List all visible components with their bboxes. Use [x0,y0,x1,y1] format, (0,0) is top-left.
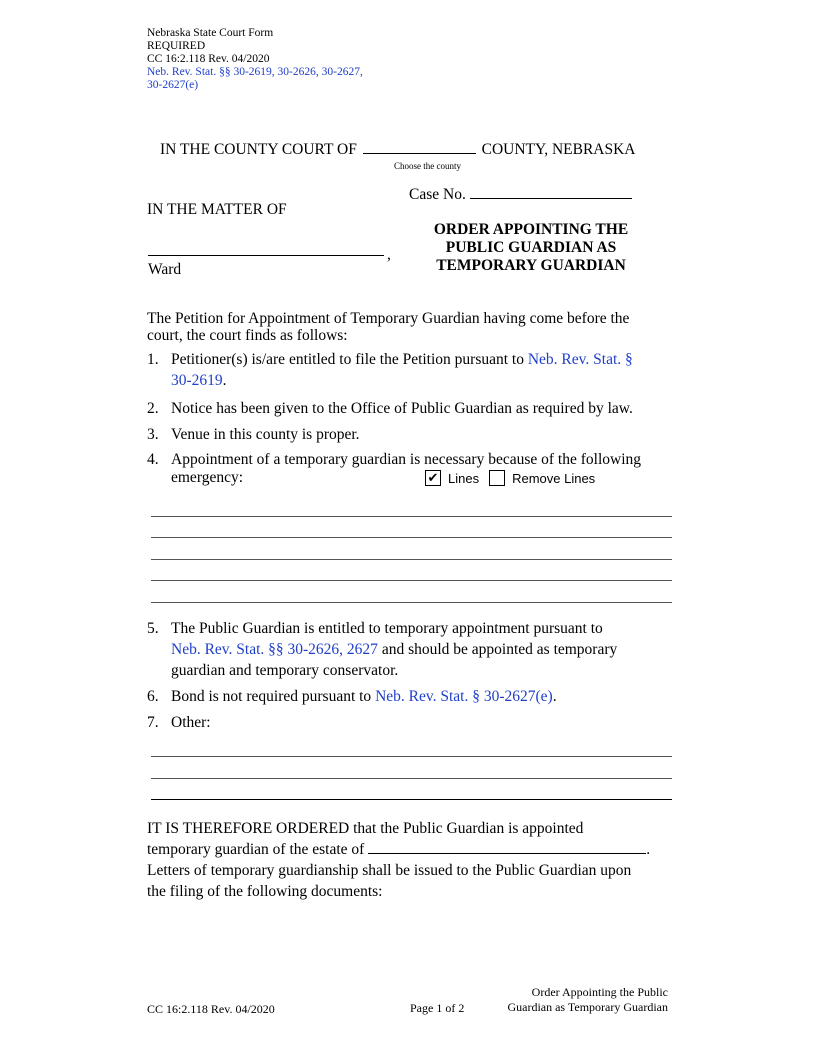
finding-end: . [552,688,557,705]
remove-lines-checkbox[interactable] [489,470,505,486]
order-line-2 [147,839,667,860]
finding-text: Appointment of a temporary guardian is necessary because of the following [171,451,642,468]
county-hint: Choose the county [394,161,461,171]
emergency-line[interactable] [151,602,672,603]
header-statute-link-1[interactable]: Neb. Rev. Stat. §§ 30-2619, 30-2626, 30-2627, [147,66,363,78]
title-line-3: TEMPORARY GUARDIAN [436,257,626,274]
emergency-line[interactable] [151,537,672,538]
order-period: . [646,841,651,858]
finding-text: Petitioner(s) is/are entitled to file the Petition pursuant to [171,351,528,368]
order-estate-label: temporary guardian of the estate of [147,841,365,858]
finding-4-emergency: emergency: [171,469,244,486]
finding-number: 6. [147,688,159,705]
finding-text-cont: guardian and temporary conservator. [171,662,399,679]
other-line[interactable] [151,799,672,800]
finding-number: 5. [147,620,159,637]
court-caption [160,139,635,159]
footer-title-line-2: Guardian as Temporary Guardian [507,1000,668,1014]
emergency-line[interactable] [151,559,672,560]
finding-number: 2. [147,400,159,417]
remove-lines-checkbox-label: Remove Lines [512,470,596,486]
other-line[interactable] [151,756,672,757]
footer-form-number: CC 16:2.118 Rev. 04/2020 [147,1002,275,1016]
emergency-line[interactable] [151,580,672,581]
ward-label: Ward [148,261,182,278]
lines-options [425,469,605,487]
header-statute-link-2[interactable]: 30-2627(e) [147,79,199,91]
form-header [147,27,363,92]
statute-link-30-2626[interactable]: Neb. Rev. Stat. §§ 30-2626, 2627 [171,641,378,658]
case-number-label: Case No. [409,186,466,203]
header-form-number: CC 16:2.118 Rev. 04/2020 [147,53,270,65]
statute-link-30-2619[interactable]: Neb. Rev. Stat. § 30-2619 [171,351,633,389]
case-number-field[interactable] [470,184,632,199]
statute-link-30-2627e[interactable]: Neb. Rev. Stat. § 30-2627(e) [375,688,553,705]
finding-text: Notice has been given to the Office of Public Guardian as required by law. [171,400,633,417]
intro-paragraph: The Petition for Appointment of Temporary Guardian having come before the court, the court finds as follows: [147,310,630,344]
other-line[interactable] [151,778,672,779]
title-line-2: PUBLIC GUARDIAN AS [445,239,617,256]
header-state-form: Nebraska State Court Form [147,27,274,39]
ward-name-field[interactable] [148,255,384,256]
finding-end: . [222,372,227,389]
footer-title-line-1: Order Appointing the Public [531,985,668,999]
lines-checkbox-label: Lines [448,470,480,486]
order-line-4: the filing of the following documents: [147,883,383,900]
footer-page-number: Page 1 of 2 [410,1001,465,1015]
finding-text: Bond is not required pursuant to [171,688,376,705]
footer-form-title [486,985,668,1015]
order-line-1: IT IS THEREFORE ORDERED that the Public Guardian is appointed [147,820,584,837]
estate-of-field[interactable] [368,839,646,854]
finding-text: Other: [171,714,211,731]
finding-text: The Public Guardian is entitled to temporary appointment pursuant to [171,620,603,637]
finding-number: 7. [147,714,159,731]
case-number [409,184,632,204]
finding-number: 4. [147,451,159,468]
title-line-1: ORDER APPOINTING THE [433,221,629,238]
county-field[interactable] [363,139,476,154]
finding-text: Venue in this county is proper. [171,426,360,443]
lines-checkbox[interactable]: ✔ [425,470,441,486]
finding-number: 1. [147,351,159,368]
court-suffix: COUNTY, NEBRASKA [481,141,636,158]
header-required: REQUIRED [147,40,206,52]
finding-text-cont: and should be appointed as temporary [377,641,618,658]
order-paragraph [147,818,667,902]
document-title [415,221,647,275]
order-line-3: Letters of temporary guardianship shall be issued to the Public Guardian upon [147,862,632,879]
finding-number: 3. [147,426,159,443]
matter-label: IN THE MATTER OF [147,201,287,218]
emergency-line[interactable] [151,516,672,517]
ward-comma: , [387,246,391,263]
court-prefix: IN THE COUNTY COURT OF [160,141,357,158]
